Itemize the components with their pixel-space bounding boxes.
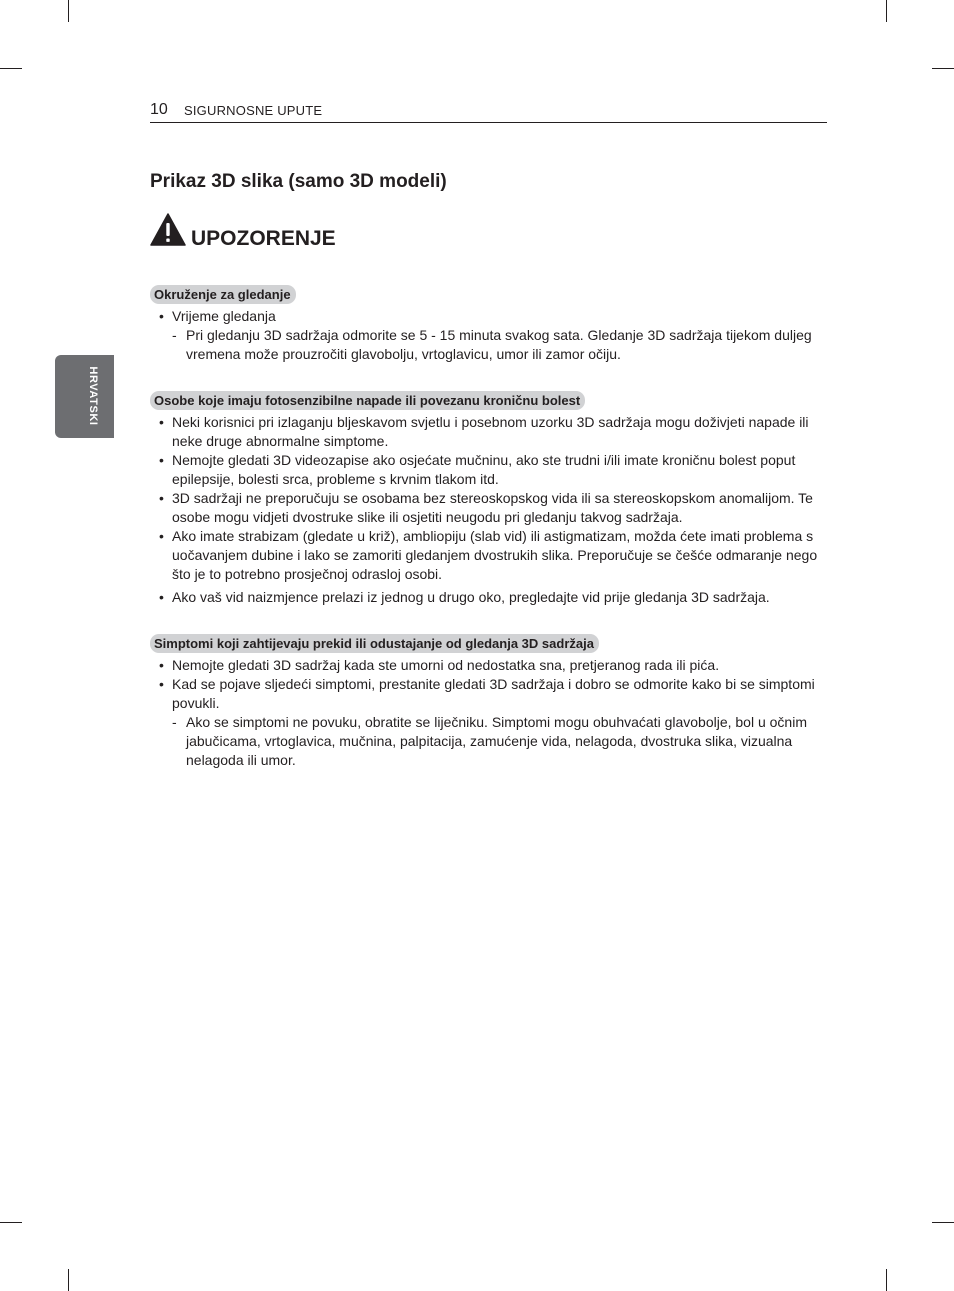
language-tab bbox=[55, 355, 114, 438]
list-item: • Nemojte gledati 3D sadržaj kada ste umorni od nedostatka sna, pretjeranog rada ili pića. bbox=[159, 657, 720, 673]
crop-mark bbox=[68, 1269, 69, 1291]
crop-mark bbox=[0, 68, 22, 69]
list-item: • Vrijeme gledanja bbox=[159, 308, 276, 324]
section-viewing-environment bbox=[150, 285, 828, 364]
list-item: • Ako vaš vid naizmjence prelazi iz jednog u drugo oko, pregledajte vid prije gledanja 3D sadržaja. bbox=[159, 589, 770, 605]
bullet-list bbox=[150, 656, 828, 713]
section-heading: Okruženje za gledanje bbox=[150, 285, 296, 304]
sub-item: - Pri gledanju 3D sadržaja odmorite se 5 - 15 minuta svakog sata. Gledanje 3D sadržaja tijekom duljeg vremena može prouzročiti glavobolju, vrtoglavicu, umor ili zamor očiju. bbox=[172, 327, 812, 362]
list-item: • Neki korisnici pri izlaganju bljeskavom svjetlu i posebnom uzorku 3D sadržaja mogu doživjeti napade ili neke druge abnormalne simptome. bbox=[159, 414, 809, 449]
sub-item: - Ako se simptomi ne povuku, obratite se liječniku. Simptomi mogu obuhvaćati glavobolje, bol u očnim jabučicama, vrtoglavica, mučnina, palpitacija, zamućenje vida, nelagoda, dvostruka slika, vizualna nelagoda ili umor. bbox=[172, 714, 807, 768]
crop-mark bbox=[932, 68, 954, 69]
language-tab-label: HRVATSKI bbox=[87, 366, 99, 426]
crop-mark bbox=[886, 0, 887, 22]
page-header bbox=[150, 100, 827, 123]
bullet-list bbox=[150, 413, 828, 607]
section-symptoms bbox=[150, 634, 828, 770]
bullet-list bbox=[150, 307, 828, 326]
list-item: • Nemojte gledati 3D videozapise ako osjećate mučninu, ako ste trudni i/ili imate kroničnu bolest poput epilepsije, bolesti srca, probleme s krvnim tlakom itd. bbox=[159, 452, 796, 487]
crop-mark bbox=[68, 0, 69, 22]
section-heading: Simptomi koji zahtijevaju prekid ili odustajanje od gledanja 3D sadržaja bbox=[150, 634, 599, 653]
crop-mark bbox=[0, 1222, 22, 1223]
warning-triangle-icon bbox=[150, 213, 186, 246]
page-title: Prikaz 3D slika (samo 3D modeli) bbox=[150, 171, 447, 192]
list-item: • Ako imate strabizam (gledate u križ), ambliopiju (slab vid) ili astigmatizam, možda ćete imati problema s uočavanjem dubine i lako se zamoriti gledanjem dvostrukih slika. Preporučuje se češće odmaranje nego što je to potrebno prosječnoj odrasloj osobi. bbox=[159, 528, 818, 582]
crop-mark bbox=[886, 1269, 887, 1291]
warning-title: UPOZORENJE bbox=[191, 227, 336, 250]
crop-mark bbox=[932, 1222, 954, 1223]
page-number: 10 bbox=[150, 101, 168, 118]
section-heading: Osobe koje imaju fotosenzibilne napade ili povezanu kroničnu bolest bbox=[150, 391, 585, 410]
list-item: • 3D sadržaji ne preporučuju se osobama bez stereoskopskog vida ili sa stereoskopskom anomalijom. Te osobe mogu vidjeti dvostruke slike ili osjetiti neugodu pri gledanju takvog sadržaja. bbox=[159, 490, 813, 525]
section-name: SIGURNOSNE UPUTE bbox=[184, 103, 323, 118]
section-photosensitive bbox=[150, 391, 828, 607]
list-item: • Kad se pojave sljedeći simptomi, prestanite gledati 3D sadržaja i dobro se odmorite kako bi se simptomi povukli. bbox=[159, 676, 815, 711]
